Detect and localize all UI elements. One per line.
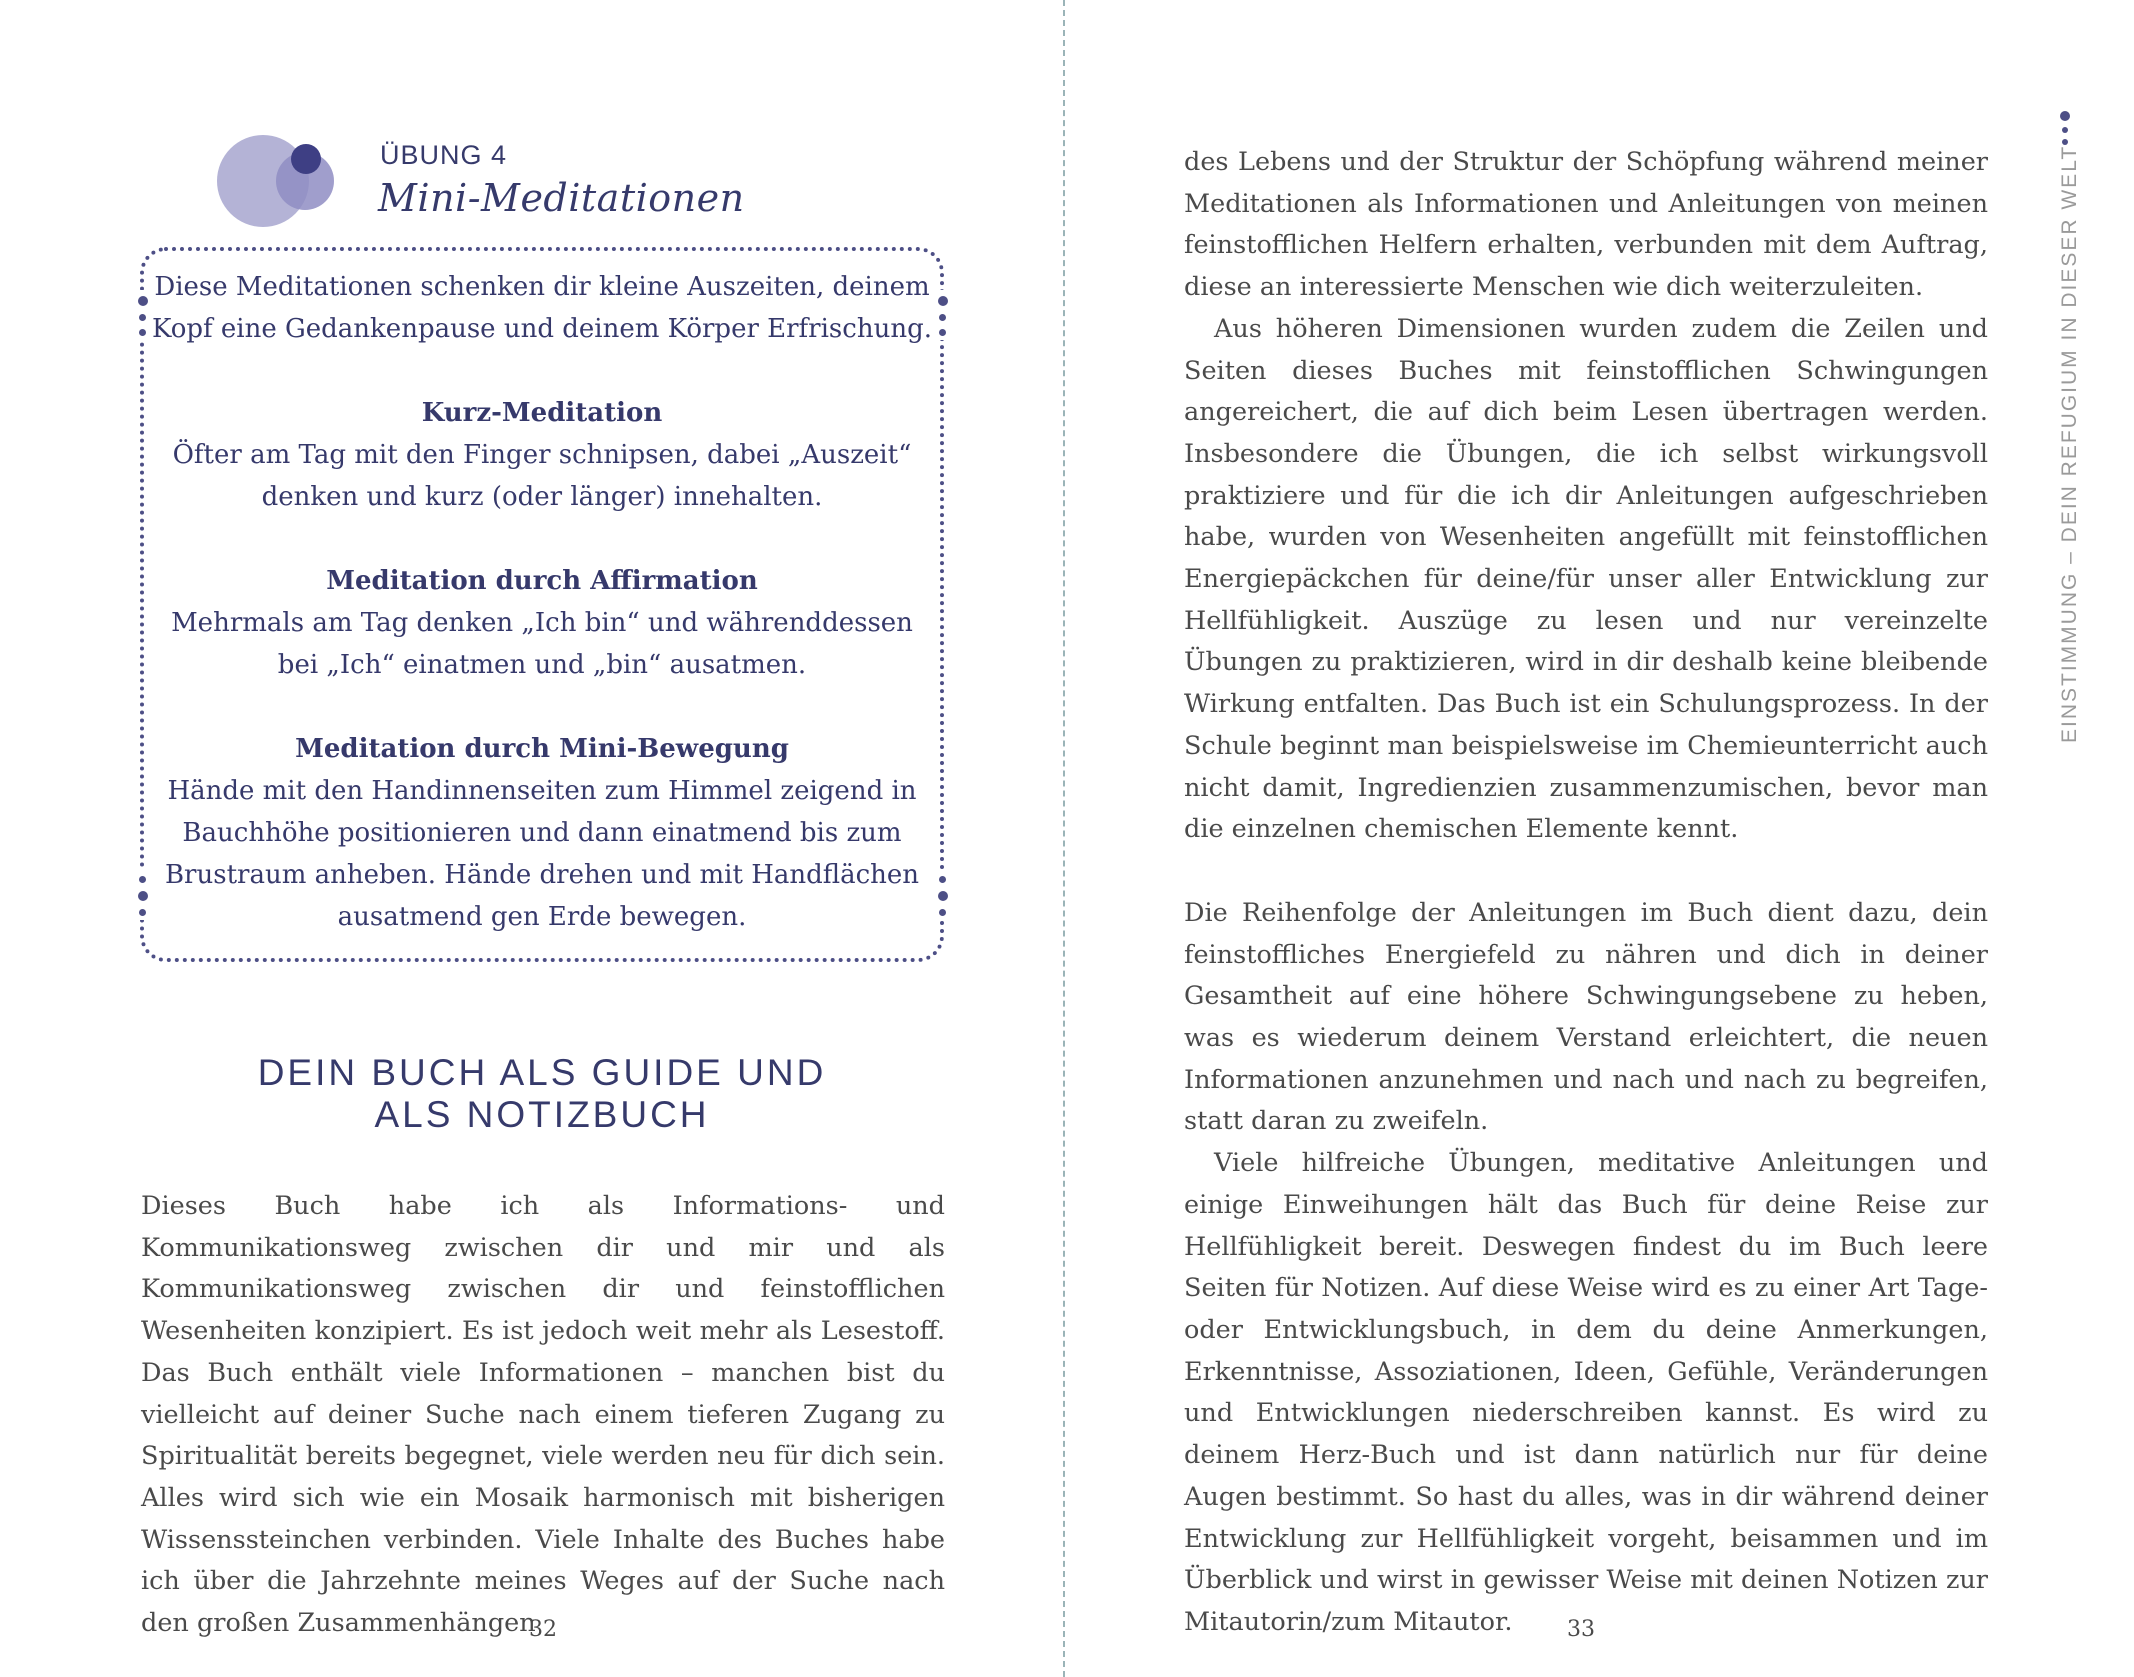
body-paragraph: des Lebens und der Struktur der Schöpfung während meiner Meditationen als Informationen und Anleitungen von meinen feinstofflichen Helfern erhalten, verbunden mit dem Auftrag, diese an interessierte Menschen wie dich weiterzuleiten. — [1184, 147, 1988, 303]
body-paragraph: Dieses Buch habe ich als Informations- und Kommunikationsweg zwischen dir und mir und als Kommunikationsweg zwischen dir und feinstofflichen Wesenheiten konzipiert. Es ist jedoch weit mehr als Lesestoff. Das Buch enthält viele Informationen – manchen bist du vielleicht auf deiner Suche nach einem tieferen Zugang zu Spiritualität bereits begegnet, viele werden neu für dich sein. Alles wird sich wie ein Mosaik harmonisch mit bisherigen Wissenssteinchen verbinden. Viele Inhalte des Buches habe ich über die Jahrzehnte meines Weges auf der Suche nach den großen Zusammenhängen — [141, 1191, 945, 1639]
exercise-title: Mini-Meditationen — [378, 176, 745, 220]
intro-line: Diese Meditationen schenken dir kleine Auszeiten, deinem — [154, 272, 930, 302]
page-number-right: 33 — [1567, 1617, 1595, 1642]
body-paragraph: Viele hilfreiche Übungen, meditative Anleitungen und einige Einweihungen hält das Buch für deine Reise zur Hellfühligkeit bereit. Deswegen findest du im Buch leere Seiten für Notizen. Auf diese Weise wird es zu einer Art Tage- oder Entwicklungsbuch, in dem du deine Anmerkungen, Erkenntnisse, Assoziationen, Ideen, Gefühle, Veränderungen und Entwicklungen niederschreiben kannst. Es wird zu deinem Herz-Buch und ist dann natürlich nur für deine Augen bestimmt. So hast du alles, was in dir während deiner Entwicklung zur Hellfühligkeit vorgeht, beisammen und im Überblick und wirst in gewisser Weise mit deinen Notizen zur Mitautorin/zum Mitautor. — [1184, 1148, 1988, 1637]
exercise-label: ÜBUNG 4 — [380, 140, 508, 170]
section-line: denken und kurz (oder länger) innehalten. — [261, 482, 823, 512]
box-dots-right-bottom-icon — [938, 876, 946, 924]
section-line: Hände mit den Handinnenseiten zum Himmel zeigend in — [167, 776, 917, 806]
section-line: Mehrmals am Tag denken „Ich bin“ und währenddessen — [171, 608, 913, 638]
exercise-section-bewegung — [150, 728, 934, 938]
section-line: ausatmend gen Erde bewegen. — [337, 902, 747, 932]
section-line: Bauchhöhe positionieren und dann einatmend bis zum — [182, 818, 902, 848]
body-paragraph: Aus höheren Dimensionen wurden zudem die Zeilen und Seiten dieses Buches mit feinstofflichen Schwingungen angereichert, die auf dich beim Lesen übertragen werden. Insbesondere die Übungen, die ich selbst wirkungsvoll praktiziere und für die ich dir Anleitungen aufgeschrieben habe, wurden von Wesenheiten angefüllt mit feinstofflichen Energiepäckchen für deine/für unser aller Entwicklung zur Hellfühligkeit. Auszüge zu lesen und nur vereinzelte Übungen zu praktizieren, wird in dir deshalb keine bleibende Wirkung entfalten. Das Buch ist ein Schulungsprozess. In der Schule beginnt man beispielsweise im Chemieunterricht auch nicht damit, Ingredienzien zusammenzumischen, bevor man die einzelnen chemischen Elemente kennt. — [1184, 313, 1988, 845]
section-line: bei „Ich“ einatmen und „bin“ ausatmen. — [277, 650, 807, 680]
box-dots-left-bottom-icon — [138, 876, 146, 924]
chapter-heading — [140, 1052, 944, 1136]
section-heading: Kurz-Meditation — [421, 398, 663, 428]
chapter-heading-line: ALS NOTIZBUCH — [374, 1094, 710, 1135]
section-heading: Meditation durch Mini-Bewegung — [295, 734, 789, 764]
section-line: Brustraum anheben. Hände drehen und mit Handflächen — [164, 860, 920, 890]
box-dots-left-top-icon — [138, 296, 146, 344]
running-head-text: EINSTIMMUNG – DEIN REFUGIUM IN DIESER WELT — [2058, 144, 2081, 743]
circles-ornament-icon — [215, 133, 335, 233]
right-body-text — [1184, 142, 1988, 1644]
page-number-left: 32 — [529, 1617, 557, 1642]
exercise-section-kurz — [150, 392, 934, 518]
body-paragraph: Die Reihenfolge der Anleitungen im Buch dient dazu, dein feinstoffliches Energiefeld zu nähren und dich in deiner Gesamtheit auf eine höhere Schwingungsebene zu heben, was es wiederum deinem Verstand erleichtert, die neuen Informationen anzunehmen und nach und nach zu begreifen, statt daran zu zweifeln. — [1184, 897, 1988, 1137]
section-line: Öfter am Tag mit den Finger schnipsen, dabei „Auszeit“ — [172, 440, 912, 470]
box-dots-right-top-icon — [938, 296, 946, 344]
section-heading: Meditation durch Affirmation — [326, 566, 758, 596]
left-body-text — [141, 1186, 945, 1645]
exercise-intro — [150, 266, 934, 350]
exercise-box-content — [150, 266, 934, 938]
exercise-section-affirmation — [150, 560, 934, 686]
intro-line: Kopf eine Gedankenpause und deinem Körper Erfrischung. — [152, 314, 932, 344]
chapter-heading-line: DEIN BUCH ALS GUIDE UND — [257, 1052, 827, 1093]
